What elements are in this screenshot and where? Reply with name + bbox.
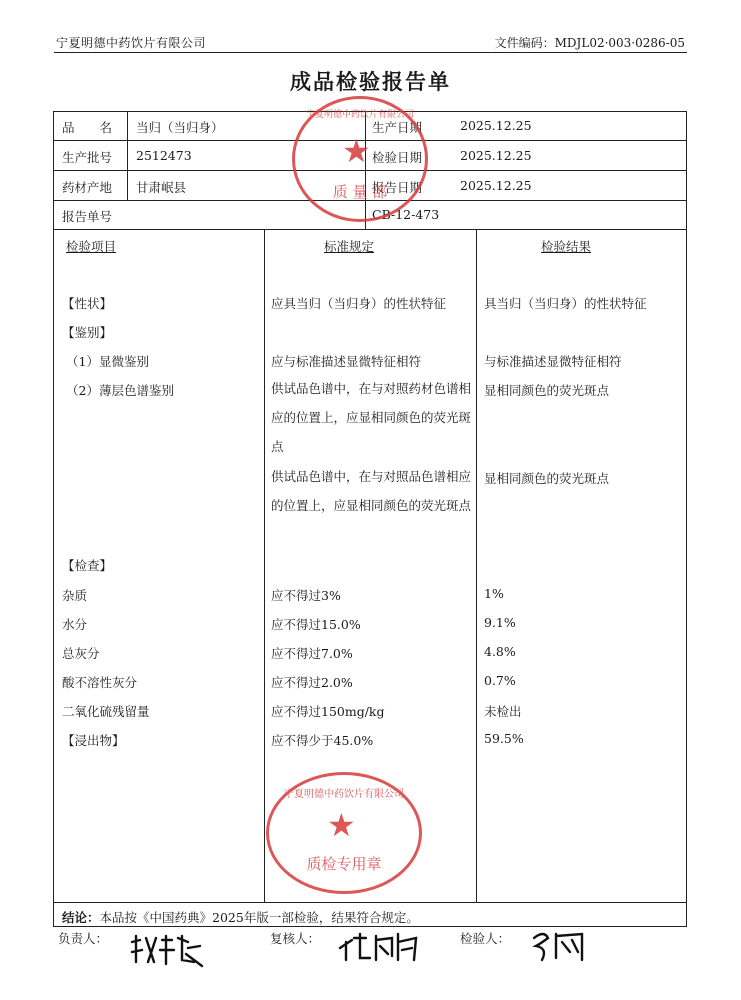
row-item: 二氧化硫残留量: [62, 704, 150, 719]
stamp-dept-text: 质 量 部: [332, 183, 388, 201]
col-result-header: 检验结果: [541, 239, 592, 254]
quality-dept-stamp: [292, 96, 428, 222]
report-date-value: 2025.12.25: [460, 178, 532, 193]
row-standard: 应不得过15.0%: [271, 617, 361, 632]
origin-value: 甘肃岷县: [136, 180, 187, 195]
row-result: 9.1%: [484, 615, 516, 630]
responsible-label: 负责人：: [58, 931, 109, 946]
row-result: 显相同颜色的荧光斑点: [484, 383, 610, 398]
row-item: 【浸出物】: [62, 733, 125, 748]
test-date-value: 2025.12.25: [460, 148, 532, 163]
conclusion: [62, 908, 419, 926]
inspector-signature: [530, 928, 590, 964]
row-item: 杂质: [62, 588, 88, 603]
row-standard: 供试品色谱中，在与对照药材色谱相应的位置上，应显相同颜色的荧光斑点: [271, 381, 472, 454]
row-result: 与标准描述显微特征相符: [484, 354, 622, 369]
name-label: 品 名: [62, 120, 113, 135]
report-table: [53, 111, 687, 927]
row-standard: 应不得少于45.0%: [271, 733, 374, 748]
reviewer-signature: [336, 930, 426, 966]
row-standard: 应不得过150mg/kg: [271, 704, 385, 719]
report-no-label: 报告单号: [62, 209, 113, 224]
report-no-value: CB-12-473: [372, 207, 440, 222]
reviewer-label: 复核人：: [270, 931, 321, 946]
name-value: 当归（当归身）: [136, 120, 224, 135]
prod-date-value: 2025.12.25: [460, 118, 532, 133]
conclusion-label: 结论：: [62, 910, 100, 925]
row-item: 【检查】: [62, 558, 113, 573]
responsible-signature: [128, 932, 208, 968]
row-result: 4.8%: [484, 644, 516, 659]
stamp-star-icon: ★: [327, 806, 356, 844]
row-item: 水分: [62, 617, 88, 632]
stamp-company-text: 宁夏明德中药饮片有限公司: [305, 110, 414, 120]
qc-stamp: [266, 772, 422, 894]
row-item: 酸不溶性灰分: [62, 675, 138, 690]
test-date-label: 检验日期: [372, 150, 423, 165]
col-item-header: 检验项目: [66, 239, 117, 254]
row-item: （2）薄层色谱鉴别: [66, 383, 174, 398]
stamp-qc-text: 质检专用章: [306, 855, 382, 873]
row-item: 总灰分: [62, 646, 100, 661]
batch-label: 生产批号: [62, 150, 113, 165]
page-title: 成品检验报告单: [290, 70, 451, 94]
row-item: （1）显微鉴别: [66, 354, 149, 369]
row-standard: 应具当归（当归身）的性状特征: [271, 296, 447, 311]
row-result: 显相同颜色的荧光斑点: [484, 471, 610, 486]
company-name: 宁夏明德中药饮片有限公司: [56, 36, 207, 50]
col-standard-header: 标准规定: [324, 239, 375, 254]
row-item: 【鉴别】: [62, 325, 113, 340]
row-result: 1%: [484, 586, 504, 601]
row-standard: 应与标准描述显微特征相符: [271, 354, 422, 369]
row-result: 59.5%: [484, 731, 524, 746]
row-result: 具当归（当归身）的性状特征: [484, 296, 647, 311]
stamp-company-text: 宁夏明德中药饮片有限公司: [284, 789, 404, 800]
row-standard: 应不得过2.0%: [271, 675, 353, 690]
inspector-label: 检验人：: [460, 931, 511, 946]
row-standard: 供试品色谱中，在与对照品色谱相应的位置上，应显相同颜色的荧光斑点: [271, 469, 472, 513]
conclusion-text: 本品按《中国药典》2025年版一部检验，结果符合规定。: [99, 910, 419, 925]
row-item: 【性状】: [62, 296, 113, 311]
prod-date-label: 生产日期: [372, 120, 423, 135]
file-code: 文件编码：MDJL02·003·0286-05: [494, 36, 685, 50]
row-result: 0.7%: [484, 673, 516, 688]
report-date-label: 报告日期: [372, 180, 423, 195]
origin-label: 药材产地: [62, 180, 113, 195]
header-divider: [54, 52, 687, 53]
row-standard: 应不得过3%: [271, 588, 341, 603]
stamp-star-icon: ★: [342, 132, 371, 170]
row-result: 未检出: [484, 704, 522, 719]
batch-value: 2512473: [136, 148, 192, 163]
row-standard: 应不得过7.0%: [271, 646, 353, 661]
